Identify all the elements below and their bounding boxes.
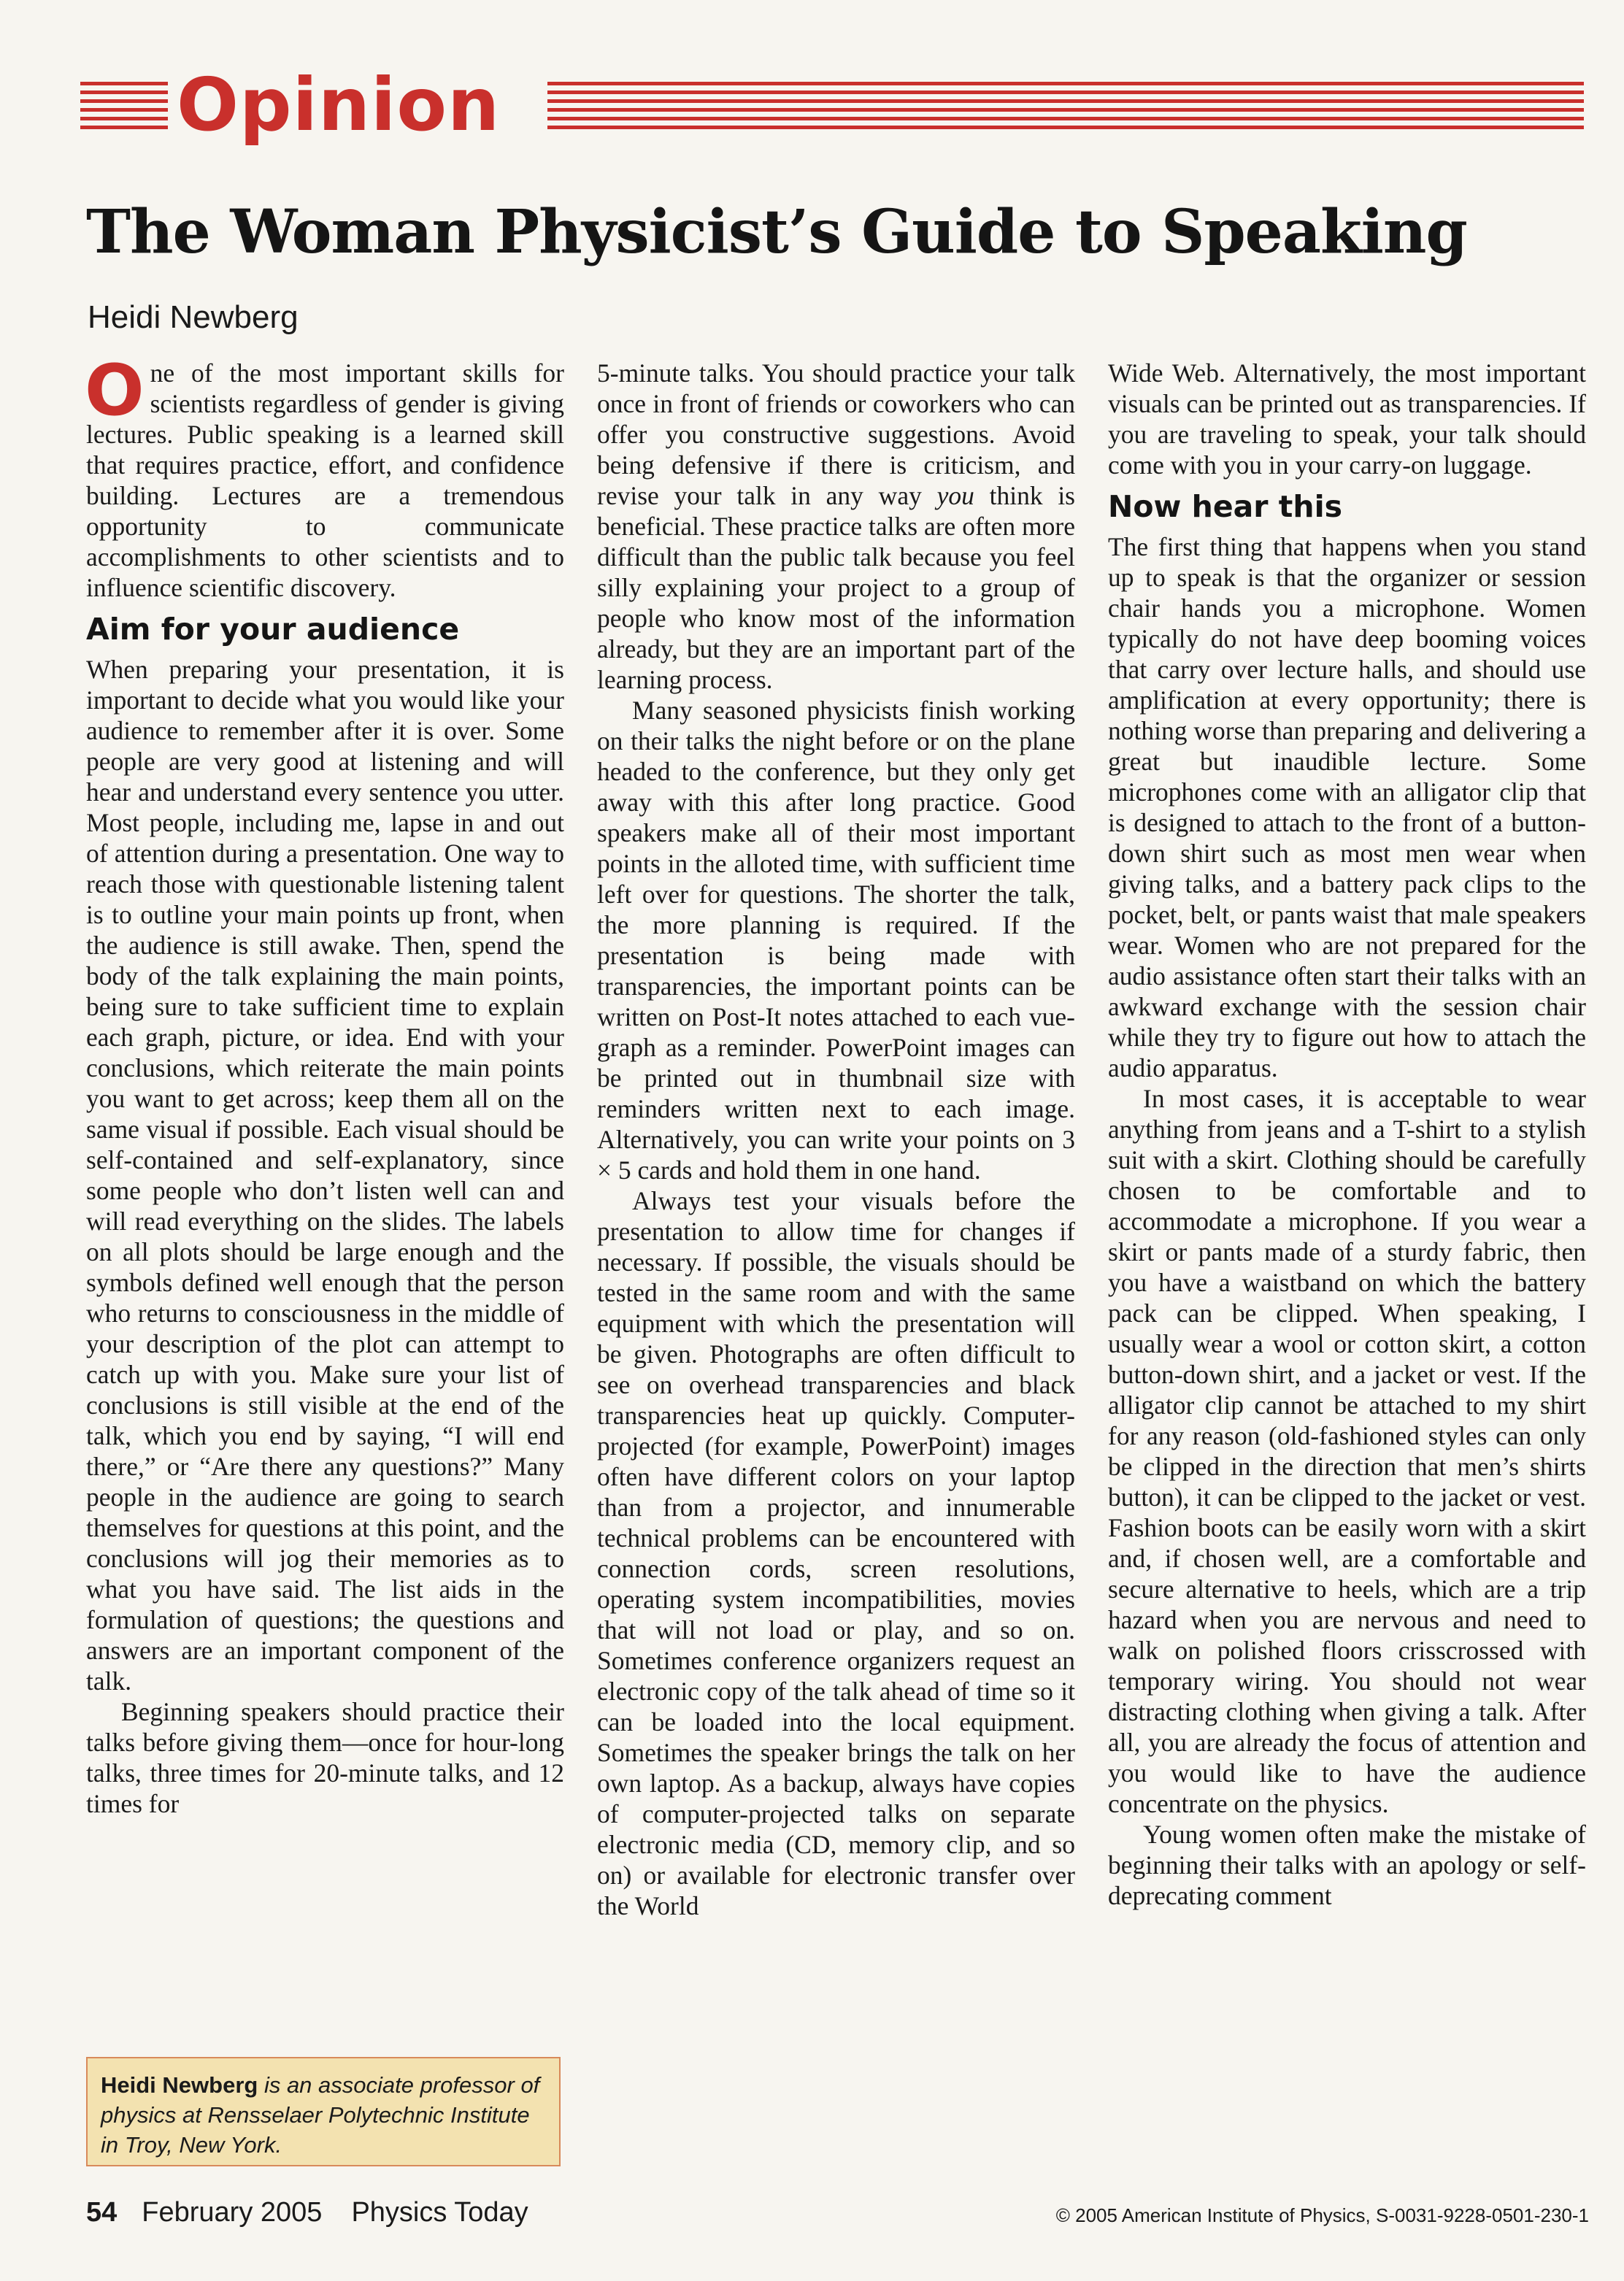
paragraph-practice-start: Beginning speakers should practice their talks before giving them—once for hour-long talks, three times for 20-minute talks, and 12 times for — [86, 1697, 564, 1818]
practice-text-b: think is beneficial. These practice talks are often more difficult than the public talk because you feel silly explaining your project to a group of people who know most of the information already, but they are an important part of the learning process. — [597, 481, 1075, 694]
column-1 — [85, 350, 564, 1819]
intro-text: ne of the most important skills for scientists regardless of gender is giving lectures. Public speaking is a learned skill that requires practice, effort, and confidence building. Lectures are a tremendous opportunity to communicate accomplishments to other scientists and to influence scientific discovery. — [86, 358, 564, 602]
section-banner — [80, 62, 1584, 147]
magazine-name: Physics Today — [351, 2197, 528, 2228]
paragraph-clothing: In most cases, it is acceptable to wear anything from jeans and a T-shirt to a stylish suit with a skirt. Clothing should be carefully chosen to be comfortable and to accommodate a microphone. If you wear a skirt or pants made of a sturdy fabric, then you have a waistband on which the battery pack can be clipped. When speaking, I usually wear a wool or cotton skirt, a cotton button-down shirt, and a jacket or vest. If the alligator clip cannot be attached to my shirt for any reason (old-fashioned styles can only be clipped in the direction that men’s shirts button), it can be clipped to the jacket or vest. Fashion boots can be easily worn with a skirt and, if chosen well, are a comfortable and secure alternative to heels, which are a trip hazard when you are nervous and need to walk on polished floors crisscrossed with temporary wiring. You should not wear distracting clothing when giving a talk. After all, you are already the focus of attention and you would like to have the audience concentrate on the physics. — [1108, 1084, 1586, 1818]
article-title: The Woman Physicist’s Guide to Speaking — [86, 197, 1467, 267]
paragraph-young-women: Young women often make the mistake of beginning their talks with an apology or self-deprecating comment — [1108, 1820, 1586, 1910]
author-bio-box — [86, 2057, 561, 2166]
paragraph-practice-cont — [597, 358, 1075, 695]
heading-now-hear-this: Now hear this — [1108, 489, 1343, 524]
practice-text-a: 5-minute talks. You should practice your talk once in front of friends or coworkers who can offer you constructive suggestions. Avoid being defensive if there is criticism, and revise your talk in any way — [597, 358, 1075, 510]
intro-paragraph — [85, 350, 564, 603]
page-number: 54 — [86, 2197, 118, 2228]
bio-text: is an associate professor of physics at Rensselaer Polytechnic Institute in Troy, New York. — [101, 2072, 540, 2158]
column-3 — [1108, 358, 1586, 1911]
paragraph-preparing: When preparing your presentation, it is important to decide what you would like your audience to remember after it is over. Some people are very good at listening and will hear and understand every sentence you utter. Most people, including me, lapse in and out of attention during a presentation. One way to reach those with questionable listening talent is to outline your main points up front, when the audience is still awake. Then, spend the body of the talk explaining the main points, being sure to take sufficient time to explain each graph, picture, or idea. End with your conclusions, which reiterate the main points you want to get across; keep them all on the same visual if possible. Each visual should be self-contained and self-explanatory, since some people who don’t listen well can and will read everything on the slides. The labels on all plots should be large enough and the symbols defined well enough that the person who returns to consciousness in the middle of your description of the plot can attempt to catch up with you. Make sure your list of conclusions is still visible at the end of the talk, which you end by saying, “I will end there,” or “Are there any questions?” Many people in the audience are going to search themselves for questions at this point, and the conclusions will jog their memories as to what you have said. The list aids in the formulation of questions; the questions and answers are an important component of the talk. — [86, 655, 564, 1696]
paragraph-visuals: Always test your visuals before the presentation to allow time for changes if necessary. If possible, the visuals should be tested in the same room and with the same equipment with which the presentation will be given. Photographs are often difficult to see on overhead transparencies and black transparencies heat up quickly. Computer-projected (for example, PowerPoint) images often have different colors on your laptop than from a projector, and innumerable technical problems can be encountered with connection cords, screen resolutions, operating system incompatibilities, movies that will not load or play, and so on. Sometimes conference organizers request an electronic copy of the talk ahead of time so it can be loaded into the local equipment. Sometimes the speaker brings the talk on her own laptop. As a backup, always have copies of computer-projected talks on separate electronic media (CD, memory clip, and so on) or available for electronic transfer over the World — [597, 1186, 1075, 1920]
issue-date: February 2005 — [142, 2197, 323, 2228]
copyright-notice: © 2005 American Institute of Physics, S-0031-9228-0501-230-1 — [1055, 2204, 1589, 2226]
column-2 — [597, 358, 1075, 1921]
banner-stripes-right — [547, 82, 1584, 133]
paragraph-seasoned: Many seasoned physicists finish working on their talks the night before or on the plane headed to the conference, but they only get away with this after long practice. Good speakers make all of their most important points in the alloted time, with sufficient time left over for questions. The shorter the talk, the more planning is required. If the presentation is being made with transparencies, the important points can be written on Post-It notes attached to each vue-graph as a reminder. PowerPoint images can be printed out in thumbnail size with reminders written next to each image. Alternatively, you can write your points on 3 × 5 cards and hold them in one hand. — [597, 696, 1075, 1185]
bio-name: Heidi Newberg — [101, 2072, 258, 2098]
paragraph-visuals-cont: Wide Web. Alternatively, the most important visuals can be printed out as transparencies. If you are traveling to speak, your talk should come with you in your carry-on luggage. — [1108, 358, 1586, 480]
practice-emphasis: you — [936, 481, 974, 510]
page-footer — [86, 2197, 528, 2228]
author-byline: Heidi Newberg — [88, 299, 299, 335]
drop-cap: O — [85, 350, 145, 431]
paragraph-microphone: The first thing that happens when you stand up to speak is that the organizer or session chair hands you a microphone. Women typically do not have deep booming voices that carry over lecture halls, and should use amplification at every opportunity; there is nothing worse than preparing and delivering a great but inaudible lecture. Some microphones come with an alligator clip that is designed to attach to the front of a button-down shirt such as most men wear when giving talks, and a battery pack clips to the pocket, belt, or pants waist that male speakers wear. Women who are not prepared for the audio assistance often start their talks with an awkward exchange with the session chair while they try to figure out how to attach the audio apparatus. — [1108, 532, 1586, 1082]
banner-stripes-left — [80, 82, 168, 133]
section-label: Opinion — [177, 62, 501, 147]
heading-aim-for-audience: Aim for your audience — [86, 612, 460, 647]
